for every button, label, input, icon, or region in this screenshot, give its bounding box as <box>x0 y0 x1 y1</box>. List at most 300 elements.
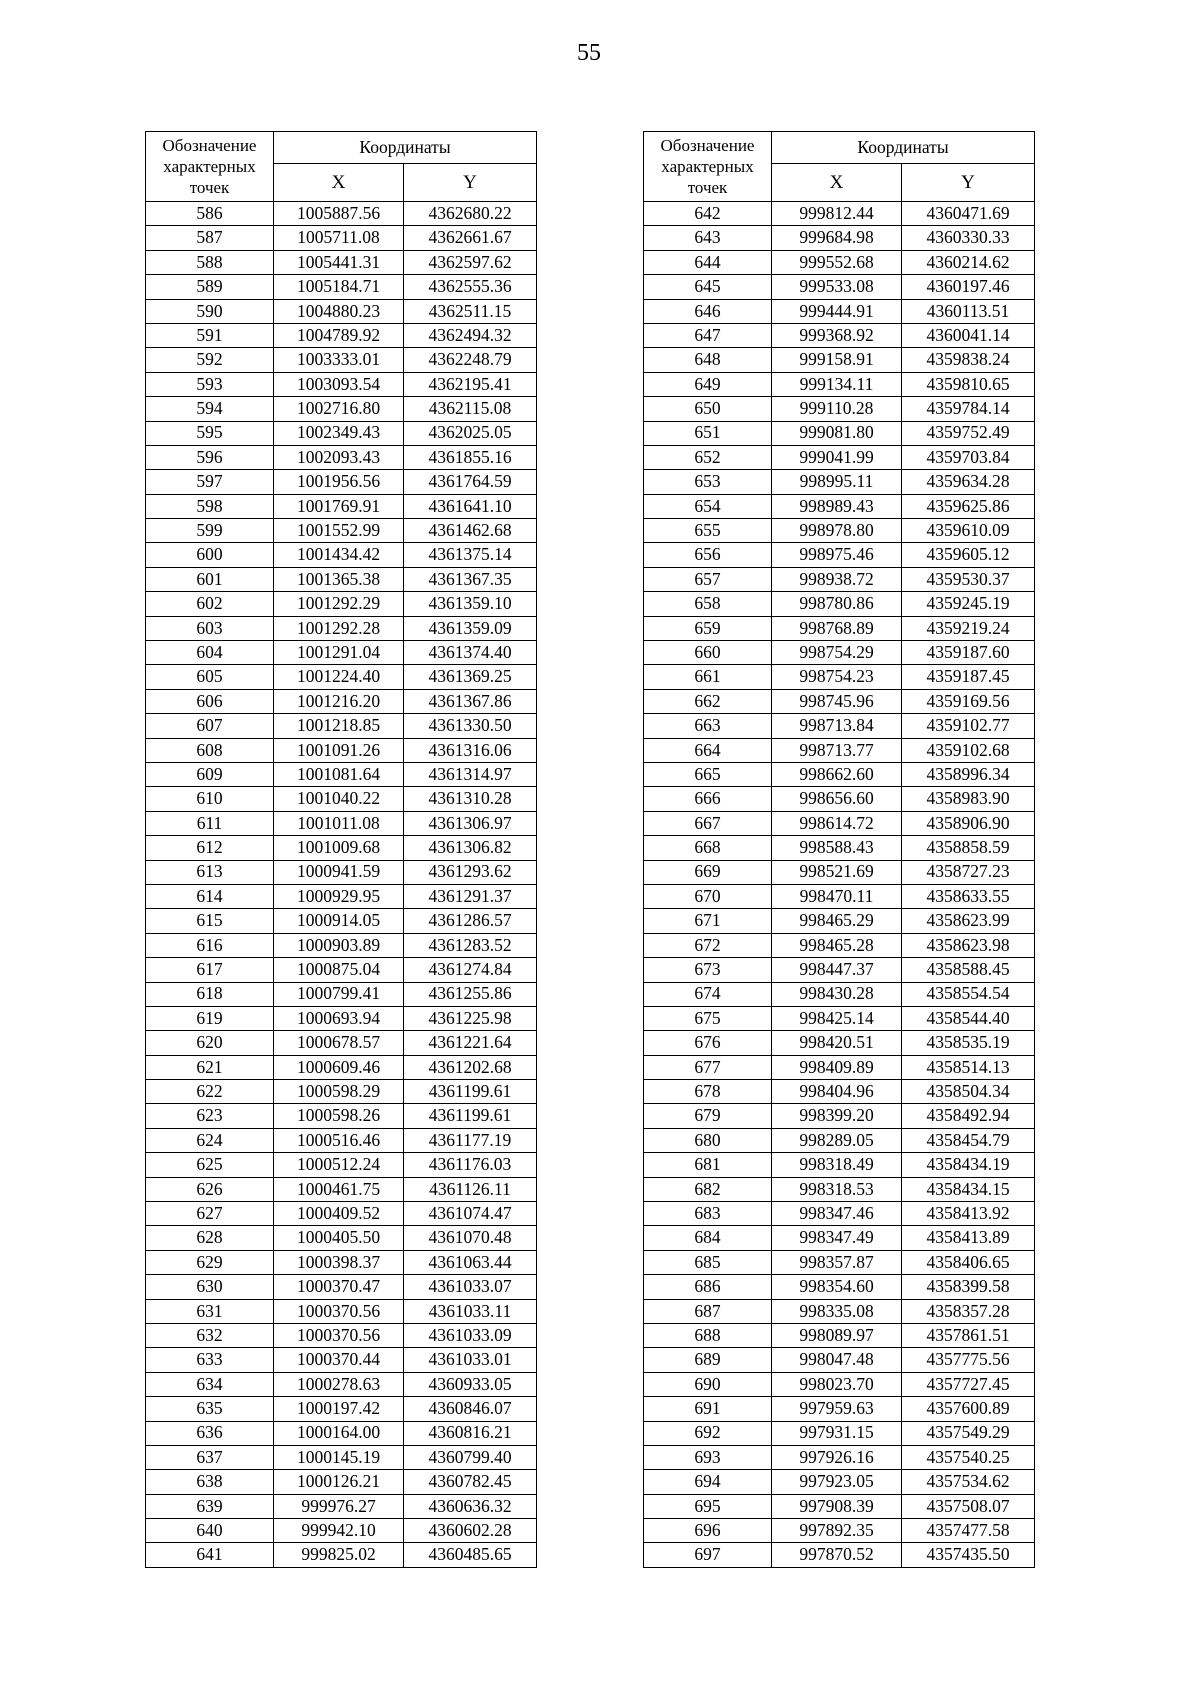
table-row <box>146 470 537 494</box>
x-coordinate-cell: 999158.91 <box>772 348 902 372</box>
coordinates-header: Координаты <box>772 132 1035 164</box>
table-row <box>146 1202 537 1226</box>
y-coordinate-cell: 4360602.28 <box>404 1519 537 1543</box>
y-header: Y <box>902 164 1035 202</box>
point-id-cell: 651 <box>644 421 772 445</box>
x-header: X <box>274 164 404 202</box>
x-coordinate-cell: 1003333.01 <box>274 348 404 372</box>
y-coordinate-cell: 4360041.14 <box>902 323 1035 347</box>
x-coordinate-cell: 998754.29 <box>772 641 902 665</box>
point-id-cell: 616 <box>146 933 274 957</box>
point-id-cell: 661 <box>644 665 772 689</box>
table-row <box>146 1080 537 1104</box>
table-row <box>644 1177 1035 1201</box>
point-id-cell: 624 <box>146 1128 274 1152</box>
table-row <box>146 372 537 396</box>
table-row <box>644 933 1035 957</box>
point-id-cell: 682 <box>644 1177 772 1201</box>
table-row <box>146 1153 537 1177</box>
x-coordinate-cell: 1000693.94 <box>274 1006 404 1030</box>
table-row <box>644 1519 1035 1543</box>
y-coordinate-cell: 4357477.58 <box>902 1519 1035 1543</box>
point-id-cell: 640 <box>146 1519 274 1543</box>
x-coordinate-cell: 1000914.05 <box>274 909 404 933</box>
point-id-cell: 599 <box>146 519 274 543</box>
y-coordinate-cell: 4358492.94 <box>902 1104 1035 1128</box>
x-coordinate-cell: 999812.44 <box>772 202 902 226</box>
x-coordinate-cell: 998745.96 <box>772 689 902 713</box>
y-coordinate-cell: 4361070.48 <box>404 1226 537 1250</box>
table-row <box>146 1104 537 1128</box>
x-coordinate-cell: 1000609.46 <box>274 1055 404 1079</box>
point-id-cell: 669 <box>644 860 772 884</box>
x-coordinate-cell: 999942.10 <box>274 1519 404 1543</box>
y-coordinate-cell: 4359102.68 <box>902 738 1035 762</box>
table-row <box>146 1348 537 1372</box>
table-row <box>644 762 1035 786</box>
x-coordinate-cell: 1000409.52 <box>274 1202 404 1226</box>
table-row <box>146 1006 537 1030</box>
point-id-cell: 595 <box>146 421 274 445</box>
x-coordinate-cell: 999041.99 <box>772 445 902 469</box>
x-coordinate-cell: 1000370.44 <box>274 1348 404 1372</box>
table-row <box>146 811 537 835</box>
point-id-cell: 609 <box>146 762 274 786</box>
y-coordinate-cell: 4361225.98 <box>404 1006 537 1030</box>
x-coordinate-cell: 997870.52 <box>772 1543 902 1567</box>
table-row <box>146 665 537 689</box>
x-coordinate-cell: 998975.46 <box>772 543 902 567</box>
x-coordinate-cell: 1000875.04 <box>274 958 404 982</box>
y-header: Y <box>404 164 537 202</box>
y-coordinate-cell: 4358727.23 <box>902 860 1035 884</box>
x-coordinate-cell: 1001218.85 <box>274 714 404 738</box>
y-coordinate-cell: 4360636.32 <box>404 1494 537 1518</box>
point-id-cell: 586 <box>146 202 274 226</box>
x-coordinate-cell: 1000145.19 <box>274 1445 404 1469</box>
x-coordinate-cell: 998465.28 <box>772 933 902 957</box>
x-coordinate-cell: 998978.80 <box>772 519 902 543</box>
table-row <box>146 323 537 347</box>
point-id-cell: 627 <box>146 1202 274 1226</box>
table-row <box>644 738 1035 762</box>
table-row <box>146 1397 537 1421</box>
y-coordinate-cell: 4361221.64 <box>404 1031 537 1055</box>
x-coordinate-cell: 1000598.29 <box>274 1080 404 1104</box>
table-row <box>146 445 537 469</box>
y-coordinate-cell: 4360799.40 <box>404 1445 537 1469</box>
x-coordinate-cell: 1001224.40 <box>274 665 404 689</box>
x-coordinate-cell: 1001009.68 <box>274 836 404 860</box>
table-row <box>146 299 537 323</box>
point-id-cell: 658 <box>644 592 772 616</box>
y-coordinate-cell: 4357775.56 <box>902 1348 1035 1372</box>
point-id-cell: 657 <box>644 567 772 591</box>
y-coordinate-cell: 4361330.50 <box>404 714 537 738</box>
y-coordinate-cell: 4360846.07 <box>404 1397 537 1421</box>
x-coordinate-cell: 1004789.92 <box>274 323 404 347</box>
point-id-cell: 665 <box>644 762 772 786</box>
table-row <box>146 860 537 884</box>
point-id-cell: 601 <box>146 567 274 591</box>
y-coordinate-cell: 4361033.07 <box>404 1275 537 1299</box>
x-coordinate-cell: 1000598.26 <box>274 1104 404 1128</box>
y-coordinate-cell: 4361306.82 <box>404 836 537 860</box>
x-coordinate-cell: 999081.80 <box>772 421 902 445</box>
table-row <box>644 714 1035 738</box>
table-row <box>146 519 537 543</box>
table-row <box>146 1470 537 1494</box>
table-row <box>644 543 1035 567</box>
point-id-cell: 690 <box>644 1372 772 1396</box>
point-id-cell: 619 <box>146 1006 274 1030</box>
table-row <box>146 762 537 786</box>
point-id-cell: 672 <box>644 933 772 957</box>
y-coordinate-cell: 4359610.09 <box>902 519 1035 543</box>
y-coordinate-cell: 4358504.34 <box>902 1080 1035 1104</box>
designation-header <box>146 132 274 202</box>
x-coordinate-cell: 1005711.08 <box>274 226 404 250</box>
point-id-cell: 608 <box>146 738 274 762</box>
y-coordinate-cell: 4361202.68 <box>404 1055 537 1079</box>
table-row <box>644 299 1035 323</box>
point-id-cell: 687 <box>644 1299 772 1323</box>
x-coordinate-cell: 998768.89 <box>772 616 902 640</box>
table-row <box>644 1202 1035 1226</box>
x-coordinate-cell: 999368.92 <box>772 323 902 347</box>
point-id-cell: 618 <box>146 982 274 1006</box>
x-coordinate-cell: 1000903.89 <box>274 933 404 957</box>
x-coordinate-cell: 998318.49 <box>772 1153 902 1177</box>
point-id-cell: 590 <box>146 299 274 323</box>
table-row <box>644 1006 1035 1030</box>
x-coordinate-cell: 1001040.22 <box>274 787 404 811</box>
y-coordinate-cell: 4359634.28 <box>902 470 1035 494</box>
table-row <box>644 421 1035 445</box>
table-row <box>644 445 1035 469</box>
y-coordinate-cell: 4361033.09 <box>404 1323 537 1347</box>
x-coordinate-cell: 1000370.56 <box>274 1299 404 1323</box>
point-id-cell: 694 <box>644 1470 772 1494</box>
x-coordinate-cell: 998465.29 <box>772 909 902 933</box>
table-row <box>644 567 1035 591</box>
x-coordinate-cell: 999444.91 <box>772 299 902 323</box>
table-row <box>146 884 537 908</box>
point-id-cell: 680 <box>644 1128 772 1152</box>
x-coordinate-cell: 998399.20 <box>772 1104 902 1128</box>
x-coordinate-cell: 999552.68 <box>772 250 902 274</box>
table-row <box>644 1445 1035 1469</box>
table-row <box>644 226 1035 250</box>
x-coordinate-cell: 998354.60 <box>772 1275 902 1299</box>
point-id-cell: 597 <box>146 470 274 494</box>
designation-header-line: Обозначение <box>660 136 755 155</box>
x-coordinate-cell: 999134.11 <box>772 372 902 396</box>
y-coordinate-cell: 4360330.33 <box>902 226 1035 250</box>
x-header: X <box>772 164 902 202</box>
table-row <box>644 641 1035 665</box>
y-coordinate-cell: 4359838.24 <box>902 348 1035 372</box>
x-coordinate-cell: 998425.14 <box>772 1006 902 1030</box>
point-id-cell: 641 <box>146 1543 274 1567</box>
designation-header-line: характерных <box>163 157 256 176</box>
x-coordinate-cell: 997931.15 <box>772 1421 902 1445</box>
table-row <box>644 1421 1035 1445</box>
point-id-cell: 630 <box>146 1275 274 1299</box>
table-row <box>644 836 1035 860</box>
point-id-cell: 592 <box>146 348 274 372</box>
x-coordinate-cell: 999976.27 <box>274 1494 404 1518</box>
x-coordinate-cell: 998470.11 <box>772 884 902 908</box>
table-row <box>644 397 1035 421</box>
point-id-cell: 589 <box>146 275 274 299</box>
point-id-cell: 660 <box>644 641 772 665</box>
y-coordinate-cell: 4361255.86 <box>404 982 537 1006</box>
x-coordinate-cell: 1000516.46 <box>274 1128 404 1152</box>
x-coordinate-cell: 998447.37 <box>772 958 902 982</box>
point-id-cell: 673 <box>644 958 772 982</box>
x-coordinate-cell: 1000278.63 <box>274 1372 404 1396</box>
x-coordinate-cell: 998409.89 <box>772 1055 902 1079</box>
table-row <box>644 592 1035 616</box>
table-row <box>146 1299 537 1323</box>
x-coordinate-cell: 1001216.20 <box>274 689 404 713</box>
table-row <box>146 958 537 982</box>
point-id-cell: 620 <box>146 1031 274 1055</box>
point-id-cell: 678 <box>644 1080 772 1104</box>
point-id-cell: 632 <box>146 1323 274 1347</box>
point-id-cell: 667 <box>644 811 772 835</box>
x-coordinate-cell: 998289.05 <box>772 1128 902 1152</box>
designation-header-line: характерных <box>661 157 754 176</box>
x-coordinate-cell: 998404.96 <box>772 1080 902 1104</box>
point-id-cell: 646 <box>644 299 772 323</box>
point-id-cell: 634 <box>146 1372 274 1396</box>
designation-header-line: Обозначение <box>162 136 257 155</box>
y-coordinate-cell: 4361314.97 <box>404 762 537 786</box>
y-coordinate-cell: 4361310.28 <box>404 787 537 811</box>
point-id-cell: 638 <box>146 1470 274 1494</box>
table-row <box>644 909 1035 933</box>
page-number: 55 <box>577 40 601 66</box>
point-id-cell: 654 <box>644 494 772 518</box>
point-id-cell: 598 <box>146 494 274 518</box>
point-id-cell: 675 <box>644 1006 772 1030</box>
y-coordinate-cell: 4361306.97 <box>404 811 537 835</box>
table-row <box>146 738 537 762</box>
coordinates-table-body <box>644 202 1035 1568</box>
table-row <box>146 1250 537 1274</box>
point-id-cell: 626 <box>146 1177 274 1201</box>
table-row <box>146 1275 537 1299</box>
x-coordinate-cell: 1002093.43 <box>274 445 404 469</box>
x-coordinate-cell: 998713.77 <box>772 738 902 762</box>
table-row <box>146 787 537 811</box>
x-coordinate-cell: 998420.51 <box>772 1031 902 1055</box>
point-id-cell: 681 <box>644 1153 772 1177</box>
point-id-cell: 693 <box>644 1445 772 1469</box>
y-coordinate-cell: 4362248.79 <box>404 348 537 372</box>
table-row <box>146 275 537 299</box>
table-row <box>644 1275 1035 1299</box>
x-coordinate-cell: 1000461.75 <box>274 1177 404 1201</box>
x-coordinate-cell: 998335.08 <box>772 1299 902 1323</box>
table-row <box>644 1299 1035 1323</box>
table-row <box>644 519 1035 543</box>
point-id-cell: 602 <box>146 592 274 616</box>
x-coordinate-cell: 1000799.41 <box>274 982 404 1006</box>
y-coordinate-cell: 4359703.84 <box>902 445 1035 469</box>
table-row <box>644 250 1035 274</box>
y-coordinate-cell: 4361359.09 <box>404 616 537 640</box>
point-id-cell: 668 <box>644 836 772 860</box>
x-coordinate-cell: 1001011.08 <box>274 811 404 835</box>
y-coordinate-cell: 4357435.50 <box>902 1543 1035 1567</box>
x-coordinate-cell: 998995.11 <box>772 470 902 494</box>
y-coordinate-cell: 4358406.65 <box>902 1250 1035 1274</box>
y-coordinate-cell: 4361033.01 <box>404 1348 537 1372</box>
point-id-cell: 611 <box>146 811 274 835</box>
y-coordinate-cell: 4361764.59 <box>404 470 537 494</box>
point-id-cell: 614 <box>146 884 274 908</box>
y-coordinate-cell: 4359169.56 <box>902 689 1035 713</box>
point-id-cell: 645 <box>644 275 772 299</box>
point-id-cell: 696 <box>644 1519 772 1543</box>
table-row <box>644 323 1035 347</box>
x-coordinate-cell: 998656.60 <box>772 787 902 811</box>
point-id-cell: 695 <box>644 1494 772 1518</box>
y-coordinate-cell: 4359245.19 <box>902 592 1035 616</box>
y-coordinate-cell: 4359752.49 <box>902 421 1035 445</box>
y-coordinate-cell: 4361199.61 <box>404 1104 537 1128</box>
table-row <box>644 1226 1035 1250</box>
x-coordinate-cell: 998347.49 <box>772 1226 902 1250</box>
table-row <box>146 641 537 665</box>
point-id-cell: 642 <box>644 202 772 226</box>
x-coordinate-cell: 1002716.80 <box>274 397 404 421</box>
table-row <box>644 1104 1035 1128</box>
y-coordinate-cell: 4358633.55 <box>902 884 1035 908</box>
x-coordinate-cell: 1000164.00 <box>274 1421 404 1445</box>
table-row <box>644 884 1035 908</box>
designation-header-line: точек <box>687 178 728 197</box>
y-coordinate-cell: 4360197.46 <box>902 275 1035 299</box>
point-id-cell: 606 <box>146 689 274 713</box>
point-id-cell: 686 <box>644 1275 772 1299</box>
point-id-cell: 662 <box>644 689 772 713</box>
y-coordinate-cell: 4358434.19 <box>902 1153 1035 1177</box>
table-row <box>146 933 537 957</box>
x-coordinate-cell: 997908.39 <box>772 1494 902 1518</box>
y-coordinate-cell: 4358623.98 <box>902 933 1035 957</box>
point-id-cell: 594 <box>146 397 274 421</box>
y-coordinate-cell: 4358996.34 <box>902 762 1035 786</box>
y-coordinate-cell: 4357600.89 <box>902 1397 1035 1421</box>
table-row <box>644 1543 1035 1567</box>
point-id-cell: 671 <box>644 909 772 933</box>
point-id-cell: 697 <box>644 1543 772 1567</box>
table-row <box>146 1128 537 1152</box>
point-id-cell: 659 <box>644 616 772 640</box>
point-id-cell: 685 <box>644 1250 772 1274</box>
table-row <box>146 1421 537 1445</box>
point-id-cell: 674 <box>644 982 772 1006</box>
x-coordinate-cell: 1000941.59 <box>274 860 404 884</box>
point-id-cell: 621 <box>146 1055 274 1079</box>
point-id-cell: 593 <box>146 372 274 396</box>
table-row <box>644 1153 1035 1177</box>
table-row <box>644 958 1035 982</box>
point-id-cell: 623 <box>146 1104 274 1128</box>
point-id-cell: 613 <box>146 860 274 884</box>
x-coordinate-cell: 1001292.28 <box>274 616 404 640</box>
table-row <box>146 909 537 933</box>
point-id-cell: 610 <box>146 787 274 811</box>
point-id-cell: 649 <box>644 372 772 396</box>
point-id-cell: 648 <box>644 348 772 372</box>
y-coordinate-cell: 4361359.10 <box>404 592 537 616</box>
table-row <box>644 1372 1035 1396</box>
y-coordinate-cell: 4359102.77 <box>902 714 1035 738</box>
x-coordinate-cell: 1001291.04 <box>274 641 404 665</box>
table-row <box>644 1080 1035 1104</box>
x-coordinate-cell: 998989.43 <box>772 494 902 518</box>
y-coordinate-cell: 4361375.14 <box>404 543 537 567</box>
table-row <box>146 494 537 518</box>
point-id-cell: 588 <box>146 250 274 274</box>
x-coordinate-cell: 1001091.26 <box>274 738 404 762</box>
x-coordinate-cell: 998318.53 <box>772 1177 902 1201</box>
table-row <box>644 1470 1035 1494</box>
point-id-cell: 625 <box>146 1153 274 1177</box>
x-coordinate-cell: 998430.28 <box>772 982 902 1006</box>
y-coordinate-cell: 4361316.06 <box>404 738 537 762</box>
point-id-cell: 656 <box>644 543 772 567</box>
y-coordinate-cell: 4361283.52 <box>404 933 537 957</box>
table-row <box>644 811 1035 835</box>
y-coordinate-cell: 4362555.36 <box>404 275 537 299</box>
point-id-cell: 663 <box>644 714 772 738</box>
table-row <box>146 1445 537 1469</box>
table-row <box>644 1250 1035 1274</box>
table-row <box>644 372 1035 396</box>
x-coordinate-cell: 1001434.42 <box>274 543 404 567</box>
y-coordinate-cell: 4359219.24 <box>902 616 1035 640</box>
x-coordinate-cell: 999110.28 <box>772 397 902 421</box>
coordinates-table-right <box>643 131 1035 1568</box>
point-id-cell: 650 <box>644 397 772 421</box>
table-row <box>146 250 537 274</box>
x-coordinate-cell: 998347.46 <box>772 1202 902 1226</box>
x-coordinate-cell: 1003093.54 <box>274 372 404 396</box>
x-coordinate-cell: 1005184.71 <box>274 275 404 299</box>
table-row <box>146 616 537 640</box>
table-row <box>146 1177 537 1201</box>
coordinates-table-left <box>145 131 537 1568</box>
table-row <box>644 1055 1035 1079</box>
table-row <box>146 689 537 713</box>
table-row <box>644 1348 1035 1372</box>
x-coordinate-cell: 1000678.57 <box>274 1031 404 1055</box>
x-coordinate-cell: 1000126.21 <box>274 1470 404 1494</box>
coordinates-table-body <box>146 202 537 1568</box>
point-id-cell: 615 <box>146 909 274 933</box>
y-coordinate-cell: 4360485.65 <box>404 1543 537 1567</box>
table-row <box>644 689 1035 713</box>
y-coordinate-cell: 4361286.57 <box>404 909 537 933</box>
point-id-cell: 628 <box>146 1226 274 1250</box>
x-coordinate-cell: 998780.86 <box>772 592 902 616</box>
